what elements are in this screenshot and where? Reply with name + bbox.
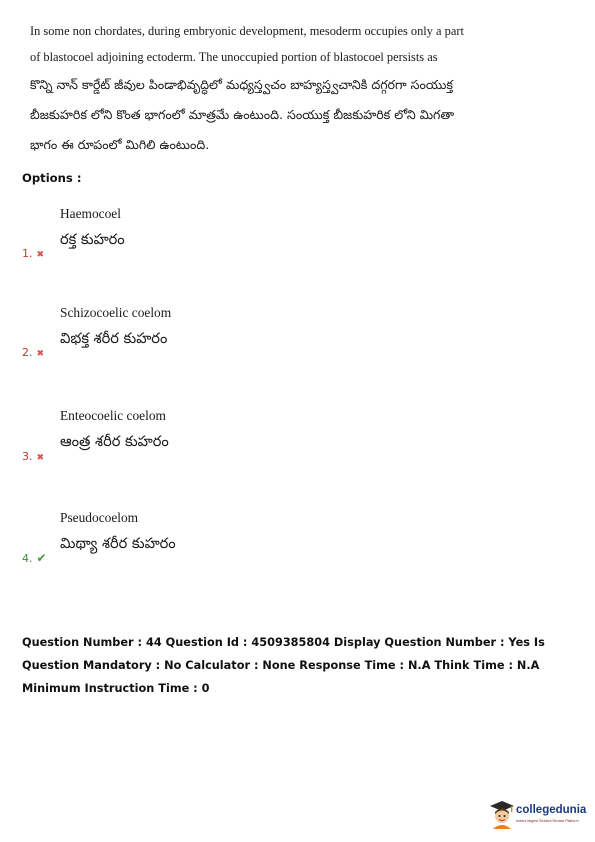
option-3-number: 3. bbox=[22, 450, 33, 463]
options-heading: Options : bbox=[22, 171, 82, 185]
option-2-number: 2. bbox=[22, 346, 33, 359]
logo-tagline: India's largest Student Review Platform bbox=[516, 819, 579, 823]
option-4 bbox=[0, 507, 595, 597]
option-1-english: Haemocoel bbox=[60, 206, 121, 221]
option-4-number-row bbox=[22, 551, 47, 565]
correct-check-icon: ✔ bbox=[36, 551, 47, 565]
wrong-mark-icon: ✖ bbox=[36, 349, 45, 359]
student-avatar-icon bbox=[489, 799, 515, 829]
wrong-mark-icon: ✖ bbox=[36, 453, 45, 463]
option-1-number-row bbox=[22, 247, 44, 260]
option-1-telugu: రక్త కుహరం bbox=[60, 231, 125, 248]
wrong-mark-icon: ✖ bbox=[36, 250, 45, 260]
option-1 bbox=[0, 203, 595, 293]
option-4-number: 4. bbox=[22, 552, 33, 565]
option-2 bbox=[0, 302, 595, 392]
option-2-number-row bbox=[22, 346, 44, 359]
option-3-number-row bbox=[22, 450, 44, 463]
option-3-english: Enteocoelic coelom bbox=[60, 408, 166, 423]
option-2-telugu: విభక్త శరీర కుహరం bbox=[60, 330, 168, 347]
question-text-english: In some non chordates, during embryonic development, mesoderm occupies only a part of blastocoel adjoining ectoderm. The unoccupied portion of blastocoel persists as bbox=[30, 24, 464, 64]
question-text-telugu: కొన్ని నాన్ కార్డేట్ జీవుల పిండాభివృద్ధిలో మధ్యస్త్వచం బాహ్యస్త్వచానికి దగ్గరగా సంయుక్త బీజకుహరిక లోని కొంత భాగంలో మాత్రమే ఉంటుంది. సంయుక్త బీజకుహరిక లోని మిగతా భాగం ఈ రూపంలో మిగిలి ఉంటుంది. bbox=[30, 77, 455, 152]
option-1-number: 1. bbox=[22, 247, 33, 260]
collegedunia-logo bbox=[489, 799, 589, 831]
option-3-telugu: ఆంత్ర శరీర కుహరం bbox=[60, 433, 169, 450]
question-metadata: Question Number : 44 Question Id : 4509385804 Display Question Number : Yes Is Question Mandatory : No Calculator : None Response Time : N.A Think Time : N.A Minimum Instruction Time : 0 bbox=[22, 636, 545, 695]
option-4-telugu: మిథ్యా శరీర కుహరం bbox=[60, 535, 176, 552]
option-2-english: Schizocoelic coelom bbox=[60, 305, 172, 320]
option-3 bbox=[0, 405, 595, 495]
option-4-english: Pseudocoelom bbox=[60, 510, 139, 525]
logo-wordmark: collegedunia bbox=[516, 804, 587, 816]
